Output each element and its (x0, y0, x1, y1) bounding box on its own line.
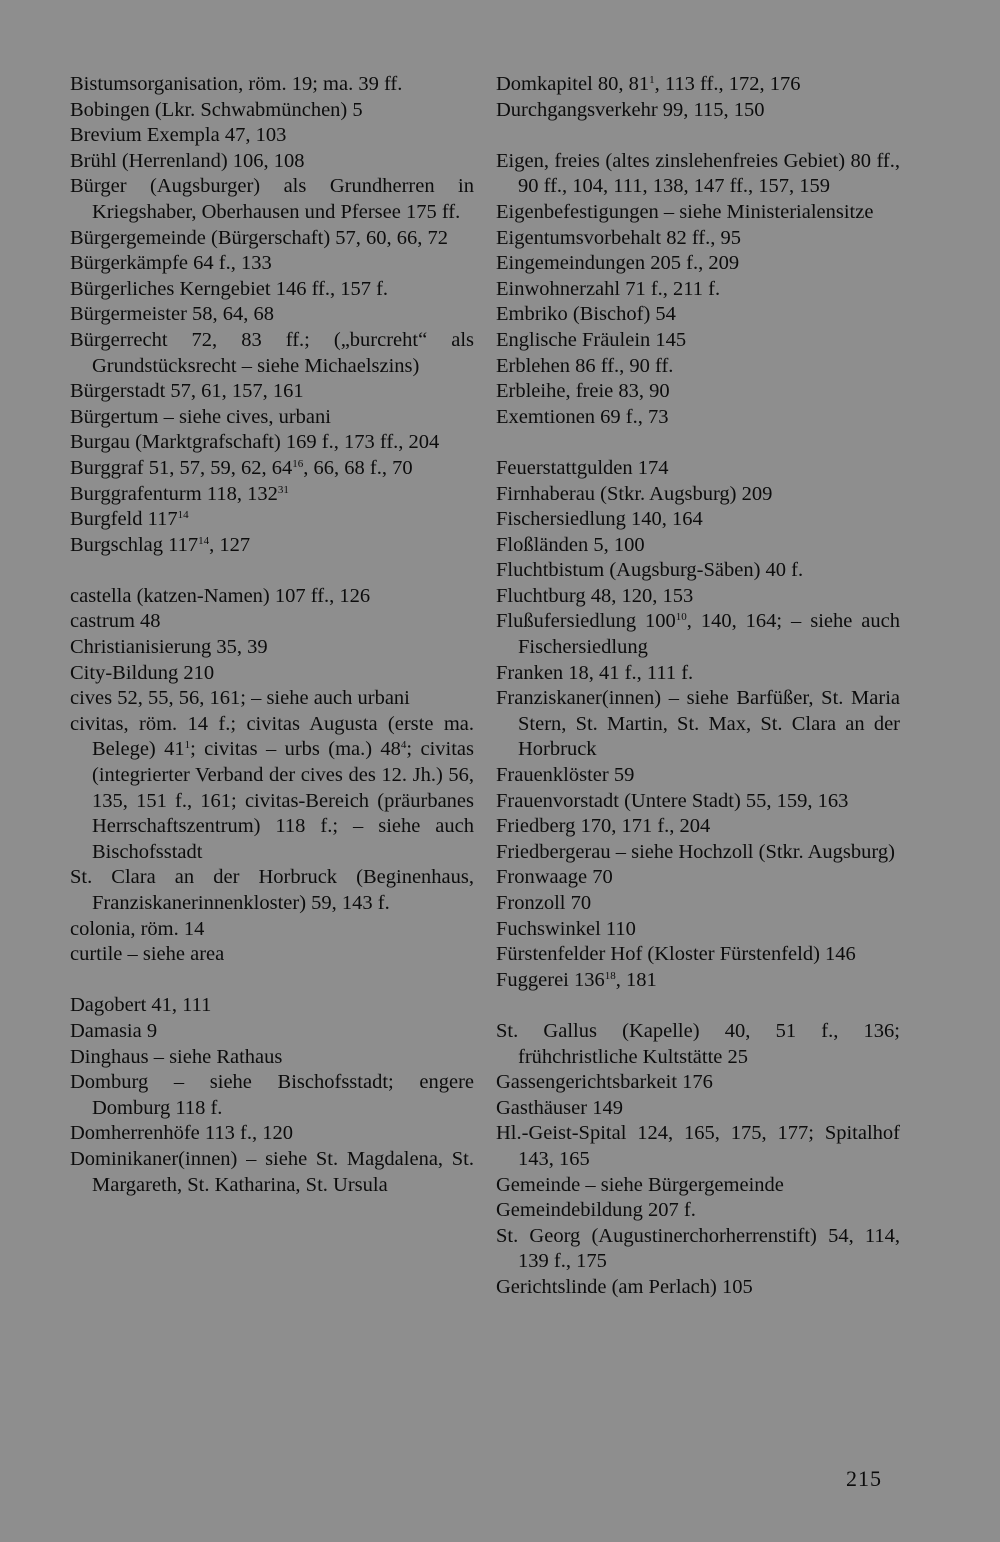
entry-text: Gerichtslinde (am Perlach) 105 (496, 1275, 753, 1298)
entry-text: Firnhaberau (Stkr. Augsburg) 209 (496, 482, 773, 505)
index-entry (496, 302, 900, 328)
index-entry (70, 456, 474, 482)
entry-text: Bürgerrecht 72, 83 ff.; („burcreht“ als Grundstücksrecht – siehe Michaelszins) (70, 328, 474, 377)
index-entry (70, 686, 474, 712)
section-gap (496, 430, 900, 456)
entry-text: Gasthäuser 149 (496, 1096, 623, 1119)
entry-text: Bistumsorganisation, röm. 19; ma. 39 ff. (70, 73, 403, 95)
section-gap (70, 968, 474, 994)
footnote-superscript: 18 (604, 969, 616, 982)
entry-text: Bürgerkämpfe 64 f., 133 (70, 252, 272, 275)
index-entry (496, 686, 900, 763)
index-entry (70, 1121, 474, 1147)
entry-text: Eingemeindungen 205 f., 209 (496, 252, 740, 275)
entry-text: Burggrafenturm 118, 132 (70, 482, 278, 505)
entry-text: Frauenklöster 59 (496, 764, 635, 787)
index-entry (70, 942, 474, 968)
index-entry (70, 507, 474, 533)
index-entry (70, 277, 474, 303)
index-entry (70, 251, 474, 277)
entry-text: Dinghaus – siehe Rathaus (70, 1045, 283, 1068)
index-entry (496, 328, 900, 354)
entry-text: Gemeinde – siehe Bürgergemeinde (496, 1173, 784, 1196)
entry-text: Fronwaage 70 (496, 866, 613, 889)
index-entry (496, 1173, 900, 1199)
index-entry (496, 840, 900, 866)
index-entry (496, 1070, 900, 1096)
index-entry (70, 917, 474, 943)
entry-text: Burgfeld 117 (70, 508, 178, 531)
index-entry (496, 482, 900, 508)
entry-text: Eigentumsvorbehalt 82 ff., 95 (496, 226, 742, 249)
entry-text: Gassengerichtsbarkeit 176 (496, 1071, 713, 1094)
index-entry (70, 226, 474, 252)
index-entry (70, 609, 474, 635)
index-column-left (70, 72, 474, 1198)
entry-text: castrum 48 (70, 610, 161, 633)
entry-text: Domburg – siehe Bischofsstadt; engere Domburg 118 f. (70, 1071, 474, 1119)
entry-text: Friedberg 170, 171 f., 204 (496, 815, 711, 838)
index-entry (70, 98, 474, 124)
entry-text: Durchgangsverkehr 99, 115, 150 (496, 98, 765, 121)
index-entry (496, 200, 900, 226)
footnote-superscript: 31 (277, 483, 289, 496)
entry-text: Bürgergemeinde (Bürgerschaft) 57, 60, 66, 72 (70, 226, 449, 249)
entry-text: Burggraf 51, 57, 59, 62, 64 (70, 456, 293, 479)
entry-text: Burgschlag 117 (70, 533, 199, 556)
entry-text: Brevium Exempla 47, 103 (70, 124, 287, 147)
entry-text: Exemtionen 69 f., 73 (496, 405, 669, 428)
index-entry (496, 1198, 900, 1224)
index-entry (70, 584, 474, 610)
entry-text: ; civitas – urbs (ma.) 48 (190, 738, 401, 761)
index-entry (70, 123, 474, 149)
entry-text: Feuerstattgulden 174 (496, 456, 669, 479)
entry-text: , 127 (209, 533, 251, 556)
index-entry (496, 609, 900, 660)
entry-text: Franziskaner(innen) – siehe Barfüßer, St. Maria Stern, St. Martin, St. Max, St. Clara an der Horbruck (496, 687, 900, 761)
entry-text: castella (katzen-Namen) 107 ff., 126 (70, 584, 371, 607)
index-entry (496, 814, 900, 840)
entry-text: , 181 (615, 968, 657, 991)
entry-text: , 140, 164; – siehe auch Fischersiedlung (518, 610, 900, 659)
entry-text: St. Clara an der Horbruck (Beginenhaus, Franziskanerinnenkloster) 59, 143 f. (70, 866, 474, 914)
entry-text: Erbleihe, freie 83, 90 (496, 380, 670, 403)
index-entry (70, 430, 474, 456)
footnote-superscript: 14 (198, 534, 210, 547)
index-entry (496, 891, 900, 917)
index-entry (496, 354, 900, 380)
index-entry (496, 507, 900, 533)
entry-text: Christianisierung 35, 39 (70, 636, 268, 659)
entry-text: Bürgerstadt 57, 61, 157, 161 (70, 380, 304, 403)
index-entry (496, 1121, 900, 1172)
index-entry (496, 865, 900, 891)
entry-text: Fronzoll 70 (496, 892, 592, 914)
page-number: 215 (846, 1466, 882, 1491)
entry-text: Eigen, freies (altes zinslehenfreies Gebiet) 80 ff., 90 ff., 104, 111, 138, 147 ff., 157, 159 (496, 149, 900, 198)
entry-text: Brühl (Herrenland) 106, 108 (70, 149, 305, 172)
entry-text: Flußufersiedlung 100 (496, 610, 676, 633)
footnote-superscript: 1 (649, 74, 655, 86)
entry-text: Domherrenhöfe 113 f., 120 (70, 1122, 293, 1145)
entry-text: St. Georg (Augustinerchorherrenstift) 54, 114, 139 f., 175 (496, 1224, 900, 1273)
entry-text: Fluchtburg 48, 120, 153 (496, 584, 694, 607)
footnote-superscript: 16 (292, 457, 304, 470)
index-entry (70, 174, 474, 225)
index-entry (496, 72, 900, 98)
index-entry (70, 379, 474, 405)
index-entry (496, 533, 900, 559)
index-entry (70, 1070, 474, 1121)
entry-text: Embriko (Bischof) 54 (496, 303, 676, 326)
index-entry (496, 763, 900, 789)
index-entry (70, 865, 474, 916)
index-entry (496, 558, 900, 584)
entry-text: Damasia 9 (70, 1019, 158, 1042)
entry-text: Hl.-Geist-Spital 124, 165, 175, 177; Spitalhof 143, 165 (496, 1122, 900, 1170)
index-entry (496, 968, 900, 994)
entry-text: Gemeindebildung 207 f. (496, 1199, 696, 1222)
entry-text: Fuggerei 136 (496, 968, 605, 991)
entry-text: curtile – siehe area (70, 943, 225, 966)
entry-text: Erblehen 86 ff., 90 ff. (496, 354, 674, 377)
index-entry (70, 328, 474, 379)
entry-text: Dominikaner(innen) – siehe St. Magdalena, St. Margareth, St. Katharina, St. Ursula (70, 1147, 474, 1196)
entry-text: Frauenvorstadt (Untere Stadt) 55, 159, 163 (496, 789, 849, 812)
entry-text: Englische Fräulein 145 (496, 328, 687, 351)
index-entry (496, 917, 900, 943)
index-entry (70, 533, 474, 559)
index-entry (70, 1019, 474, 1045)
entry-text: Bürgertum – siehe cives, urbani (70, 405, 331, 428)
index-entry (70, 405, 474, 431)
entry-text: Fürstenfelder Hof (Kloster Fürstenfeld) 146 (496, 943, 856, 966)
entry-text: Fuchswinkel 110 (496, 917, 636, 940)
index-entry (70, 1045, 474, 1071)
index-entry (496, 1019, 900, 1070)
index-entry (70, 302, 474, 328)
index-entry (496, 1096, 900, 1122)
entry-text: Friedbergerau – siehe Hochzoll (Stkr. Augsburg) (496, 840, 895, 863)
index-entry (70, 993, 474, 1019)
entry-text: Fluchtbistum (Augsburg-Säben) 40 f. (496, 559, 804, 582)
index-entry (70, 1147, 474, 1198)
entry-text: Eigenbefestigungen – siehe Ministerialensitze (496, 200, 874, 223)
index-entry (70, 712, 474, 866)
index-entry (496, 226, 900, 252)
index-entry (496, 98, 900, 124)
index-entry (496, 942, 900, 968)
entry-text: City-Bildung 210 (70, 661, 215, 684)
index-column-right (496, 72, 900, 1301)
entry-text: Bobingen (Lkr. Schwabmünchen) 5 (70, 98, 363, 121)
entry-text: Domkapitel 80, 81 (496, 73, 650, 95)
entry-text: Burgau (Marktgrafschaft) 169 f., 173 ff., 204 (70, 431, 440, 454)
entry-text: civitas, röm. 14 f.; civitas Augusta (erste ma. Belege) 41 (70, 712, 474, 761)
index-entry (70, 635, 474, 661)
index-entry (70, 661, 474, 687)
footnote-superscript: 14 (177, 509, 189, 522)
index-entry (496, 1224, 900, 1275)
index-entry (496, 277, 900, 303)
index-entry (496, 379, 900, 405)
footnote-superscript: 1 (184, 739, 191, 752)
entry-text: Dagobert 41, 111 (70, 994, 212, 1017)
section-gap (70, 558, 474, 584)
footnote-superscript: 4 (400, 739, 407, 752)
entry-text: Bürgerliches Kerngebiet 146 ff., 157 f. (70, 277, 389, 300)
index-entry (70, 149, 474, 175)
index-entry (496, 456, 900, 482)
section-gap (496, 123, 900, 149)
entry-text: Einwohnerzahl 71 f., 211 f. (496, 277, 721, 300)
entry-text: Franken 18, 41 f., 111 f. (496, 661, 694, 684)
entry-text: , 66, 68 f., 70 (303, 456, 413, 479)
index-entry (70, 72, 474, 98)
index-entry (496, 405, 900, 431)
index-entry (70, 482, 474, 508)
index-entry (496, 789, 900, 815)
entry-text: Floßländen 5, 100 (496, 533, 645, 556)
entry-text: Bürgermeister 58, 64, 68 (70, 303, 275, 326)
index-entry (496, 661, 900, 687)
entry-text: St. Gallus (Kapelle) 40, 51 f., 136; frühchristliche Kultstätte 25 (496, 1019, 900, 1068)
section-gap (496, 993, 900, 1019)
entry-text: Fischersiedlung 140, 164 (496, 508, 703, 531)
index-entry (496, 1275, 900, 1301)
entry-text: cives 52, 55, 56, 161; – siehe auch urbani (70, 687, 410, 710)
entry-text: Bürger (Augsburger) als Grundherren in Kriegshaber, Oberhausen und Pfersee 175 ff. (70, 175, 474, 223)
entry-text: , 113 ff., 172, 176 (654, 73, 801, 95)
index-entry (496, 149, 900, 200)
entry-text: colonia, röm. 14 (70, 917, 205, 940)
footnote-superscript: 10 (675, 611, 687, 624)
index-entry (496, 584, 900, 610)
entry-text: ; civitas (integrierter Verband der cives des 12. Jh.) 56, 135, 151 f., 161; civitas-Bereich (präurbanes Herrschaftszentrum) 118 f.; – siehe auch Bischofsstadt (92, 738, 474, 863)
index-entry (496, 251, 900, 277)
